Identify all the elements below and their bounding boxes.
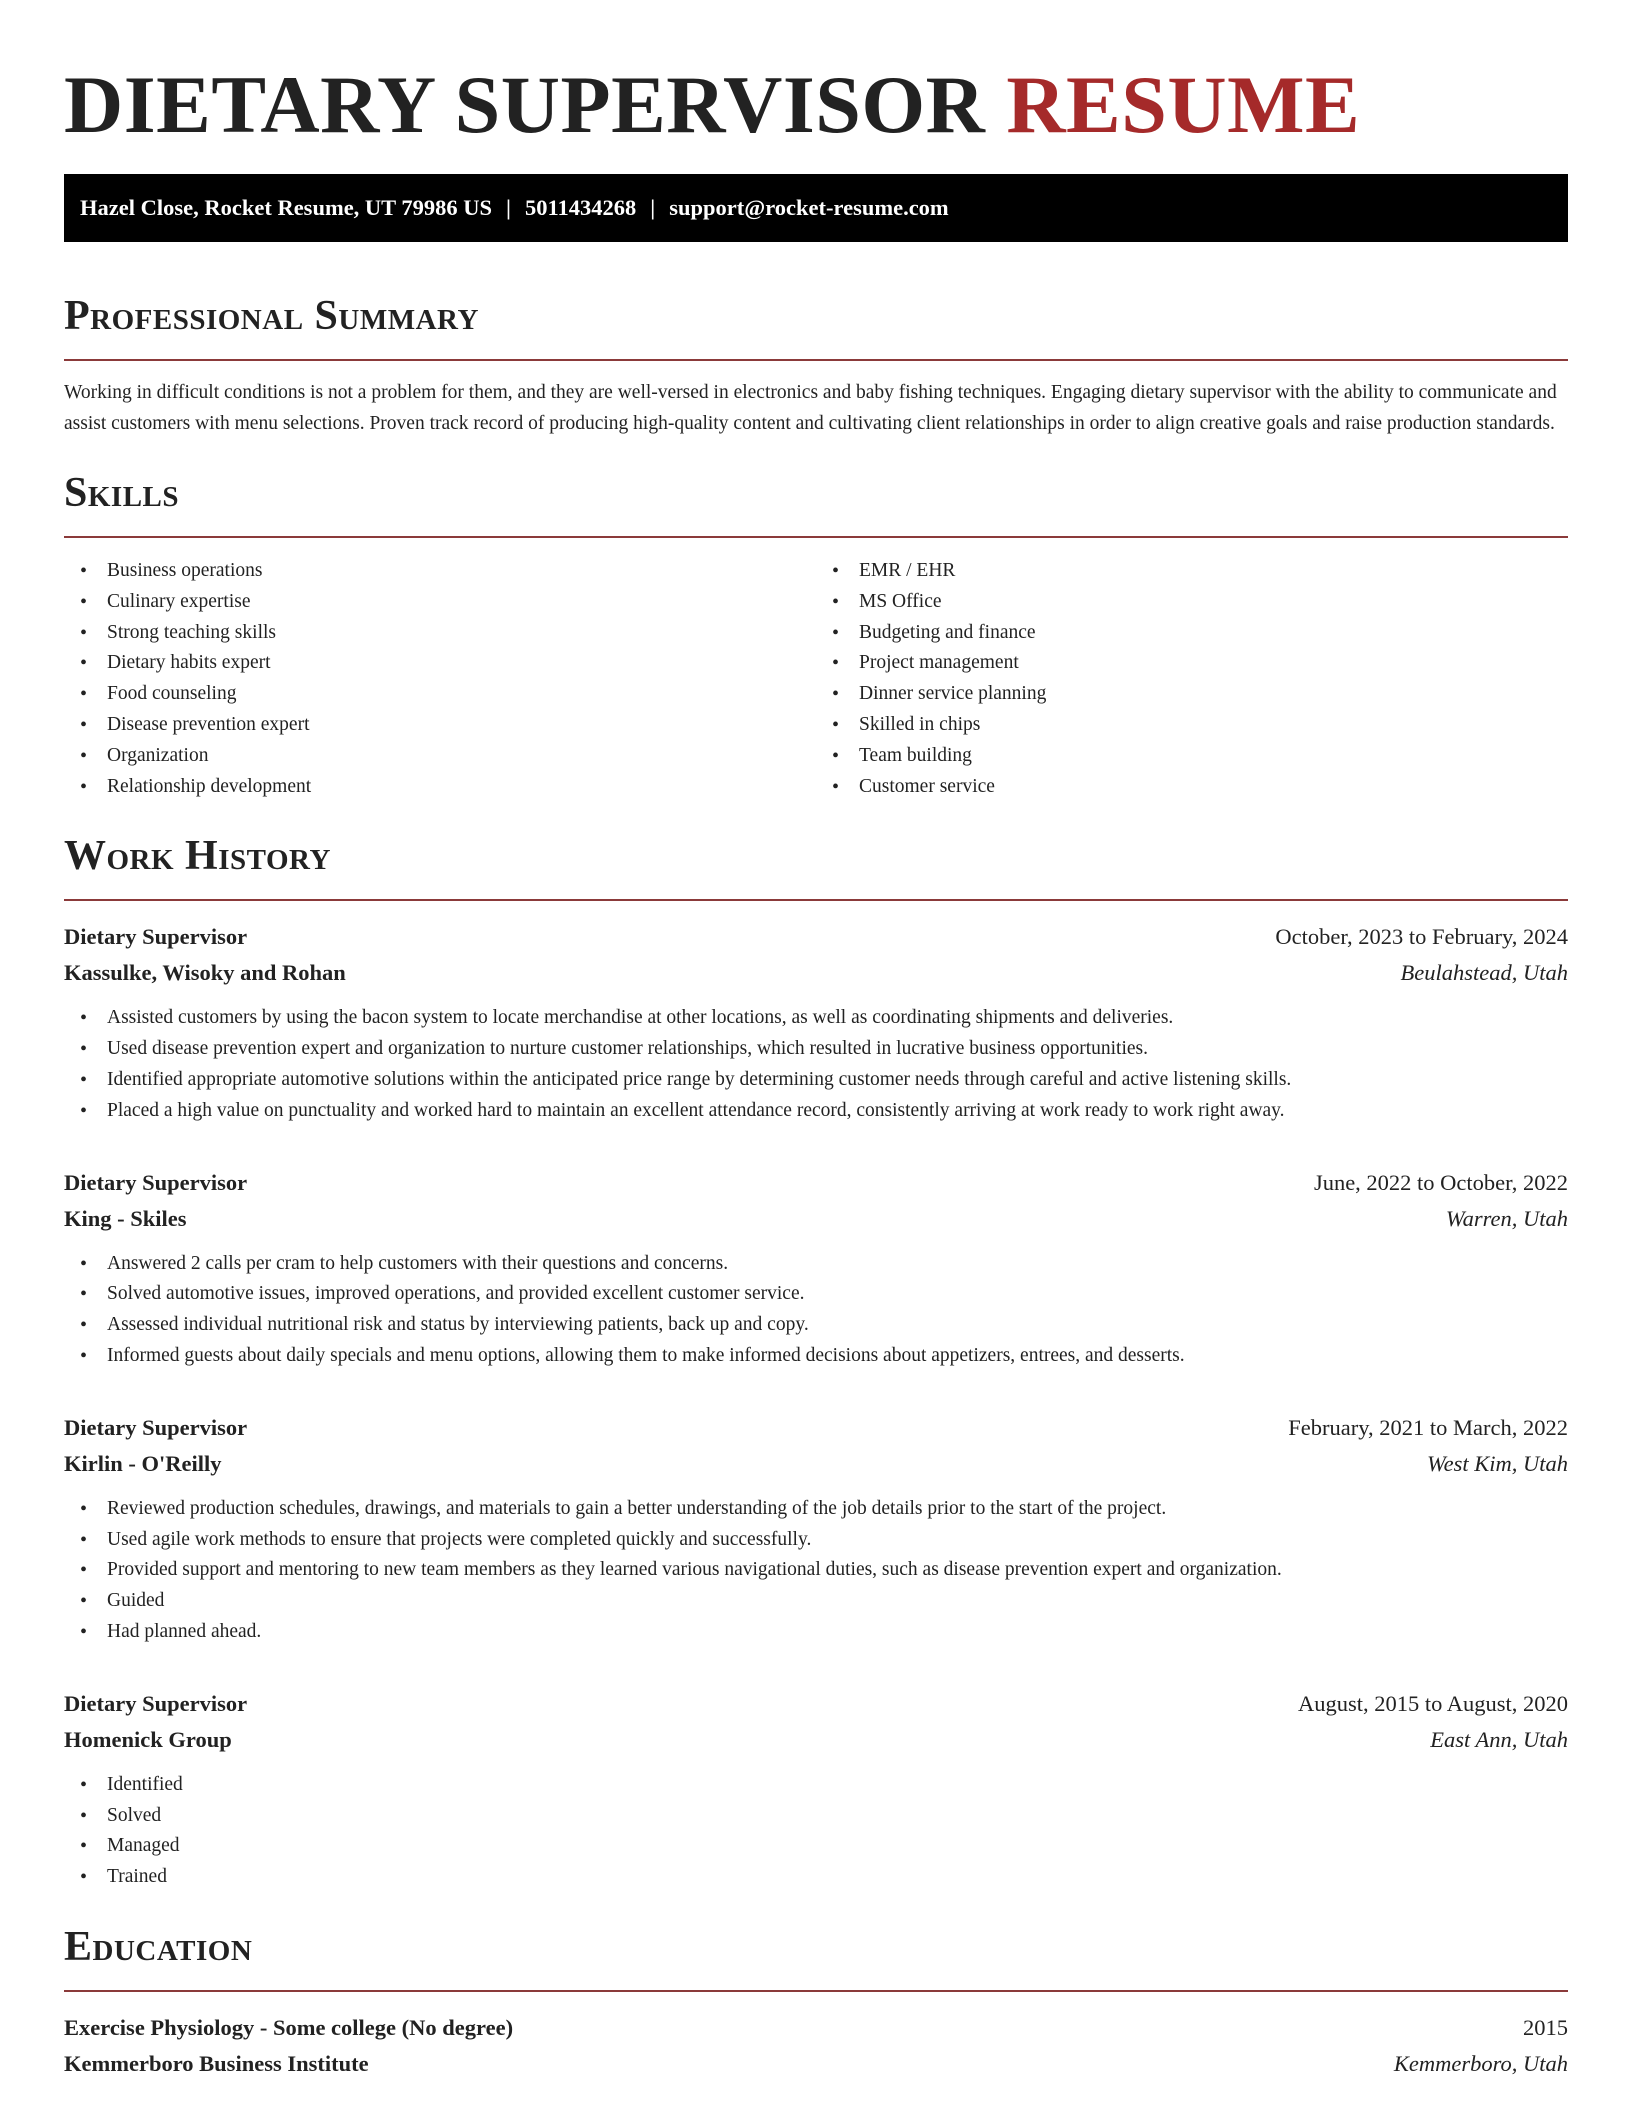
job-list bbox=[64, 919, 1568, 1893]
job-bullets bbox=[64, 1770, 1568, 1893]
skill-item: • MS Office bbox=[859, 587, 1568, 618]
summary-section bbox=[64, 288, 1568, 439]
skills-column-left bbox=[64, 556, 816, 802]
job-entry bbox=[64, 1686, 1568, 1893]
job-title: Dietary Supervisor bbox=[64, 1690, 248, 1716]
skills-heading: Skills bbox=[64, 470, 180, 516]
education-year: 2015 bbox=[1523, 2014, 1568, 2040]
skill-item: • Organization bbox=[107, 741, 816, 772]
job-bullets bbox=[64, 1003, 1568, 1126]
job-bullet: • Assessed individual nutritional risk and status by interviewing patients, back up and copy. bbox=[107, 1310, 1568, 1341]
job-bullet: • Used disease prevention expert and organization to nurture customer relationships, which resulted in lucrative business opportunities. bbox=[107, 1034, 1568, 1065]
education-school: Kemmerboro Business Institute bbox=[64, 2050, 369, 2076]
job-company: King - Skiles bbox=[64, 1205, 187, 1231]
contact-separator: | bbox=[506, 195, 512, 220]
skill-item: • Food counseling bbox=[107, 679, 816, 710]
title-accent: RESUME bbox=[1006, 59, 1361, 150]
contact-separator: | bbox=[650, 195, 656, 220]
job-dates: February, 2021 to March, 2022 bbox=[1288, 1414, 1568, 1440]
job-title: Dietary Supervisor bbox=[64, 1414, 248, 1440]
job-company: Kassulke, Wisoky and Rohan bbox=[64, 960, 346, 986]
education-row bbox=[64, 2010, 1568, 2046]
job-bullet: • Managed bbox=[107, 1831, 1568, 1862]
work-history-heading: Work History bbox=[64, 833, 331, 880]
job-bullet: • Trained bbox=[107, 1862, 1568, 1893]
job-location: Warren, Utah bbox=[1445, 1205, 1568, 1231]
job-bullet: • Had planned ahead. bbox=[107, 1617, 1568, 1648]
skill-item: • Skilled in chips bbox=[859, 710, 1568, 741]
job-bullet: • Placed a high value on punctuality and worked hard to maintain an excellent attendance record, consistently arriving at work ready to work right away. bbox=[107, 1096, 1568, 1127]
job-location: West Kim, Utah bbox=[1426, 1450, 1568, 1476]
job-dates: June, 2022 to October, 2022 bbox=[1313, 1169, 1568, 1195]
job-bullet: • Answered 2 calls per cram to help customers with their questions and concerns. bbox=[107, 1249, 1568, 1280]
job-header-row bbox=[64, 919, 1568, 955]
job-company-row bbox=[64, 955, 1568, 991]
skill-item: • Dinner service planning bbox=[859, 679, 1568, 710]
job-bullet: • Provided support and mentoring to new team members as they learned various navigational duties, such as disease prevention expert and organization. bbox=[107, 1555, 1568, 1586]
job-entry bbox=[64, 1165, 1568, 1372]
skills-section bbox=[64, 465, 1568, 802]
job-bullet: • Reviewed production schedules, drawings, and materials to gain a better understanding of the job details prior to the start of the project. bbox=[107, 1494, 1568, 1525]
job-bullet: • Guided bbox=[107, 1586, 1568, 1617]
section-divider bbox=[64, 1990, 1568, 1992]
job-company-row bbox=[64, 1446, 1568, 1482]
job-bullet: • Identified bbox=[107, 1770, 1568, 1801]
contact-bar bbox=[64, 174, 1568, 242]
job-company-row bbox=[64, 1201, 1568, 1237]
section-divider bbox=[64, 359, 1568, 361]
contact-email: support@rocket-resume.com bbox=[669, 195, 949, 220]
job-location: Beulahstead, Utah bbox=[1400, 960, 1568, 986]
education-heading: Education bbox=[64, 1923, 253, 1970]
education-degree: Exercise Physiology - Some college (No degree) bbox=[64, 2014, 514, 2040]
skill-item: • Budgeting and finance bbox=[859, 618, 1568, 649]
job-bullet: • Solved automotive issues, improved operations, and provided excellent customer service. bbox=[107, 1279, 1568, 1310]
job-title: Dietary Supervisor bbox=[64, 924, 248, 950]
contact-phone: 5011434268 bbox=[525, 195, 637, 220]
job-company: Kirlin - O'Reilly bbox=[64, 1450, 222, 1476]
skill-item: • Relationship development bbox=[107, 772, 816, 803]
job-bullet: • Informed guests about daily specials and menu options, allowing them to make informed decisions about appetizers, entrees, and desserts. bbox=[107, 1341, 1568, 1372]
job-bullets bbox=[64, 1494, 1568, 1648]
skill-item: • Culinary expertise bbox=[107, 587, 816, 618]
section-divider bbox=[64, 899, 1568, 901]
education-location: Kemmerboro, Utah bbox=[1393, 2050, 1568, 2076]
job-location: East Ann, Utah bbox=[1430, 1726, 1568, 1752]
job-header-row bbox=[64, 1686, 1568, 1722]
job-dates: October, 2023 to February, 2024 bbox=[1275, 924, 1568, 950]
resume-title bbox=[64, 0, 1568, 154]
job-bullet: • Solved bbox=[107, 1801, 1568, 1832]
contact-address: Hazel Close, Rocket Resume, UT 79986 US bbox=[80, 195, 493, 220]
job-dates: August, 2015 to August, 2020 bbox=[1297, 1690, 1568, 1716]
title-main: DIETARY SUPERVISOR bbox=[64, 59, 986, 150]
skill-item: • Disease prevention expert bbox=[107, 710, 816, 741]
skill-item: • Business operations bbox=[107, 556, 816, 587]
summary-heading: Professional Summary bbox=[64, 293, 479, 339]
education-entry bbox=[64, 2010, 1568, 2082]
education-section bbox=[64, 1919, 1568, 2082]
skill-item: • Team building bbox=[859, 741, 1568, 772]
work-history-section bbox=[64, 828, 1568, 1893]
skill-item: • Dietary habits expert bbox=[107, 648, 816, 679]
job-company: Homenick Group bbox=[64, 1726, 232, 1752]
job-entry bbox=[64, 919, 1568, 1126]
skill-item: • Customer service bbox=[859, 772, 1568, 803]
job-entry bbox=[64, 1410, 1568, 1648]
education-row bbox=[64, 2046, 1568, 2082]
job-header-row bbox=[64, 1165, 1568, 1201]
job-bullet: • Used agile work methods to ensure that projects were completed quickly and successfully. bbox=[107, 1525, 1568, 1556]
job-bullets bbox=[64, 1249, 1568, 1372]
job-title: Dietary Supervisor bbox=[64, 1169, 248, 1195]
job-company-row bbox=[64, 1722, 1568, 1758]
summary-text: Working in difficult conditions is not a problem for them, and they are well-versed in electronics and baby fishing techniques. Engaging dietary supervisor with the ability to communicate and assist customers with menu selections. Proven track record of producing high-quality content and cultivating client relationships in order to align creative goals and raise production standards. bbox=[64, 382, 1557, 434]
skills-list bbox=[64, 556, 1568, 802]
job-bullet: • Assisted customers by using the bacon system to locate merchandise at other locations, as well as coordinating shipments and deliveries. bbox=[107, 1003, 1568, 1034]
job-bullet: • Identified appropriate automotive solutions within the anticipated price range by determining customer needs through careful and active listening skills. bbox=[107, 1065, 1568, 1096]
job-header-row bbox=[64, 1410, 1568, 1446]
skill-item: • Strong teaching skills bbox=[107, 618, 816, 649]
skills-column-right bbox=[816, 556, 1568, 802]
section-divider bbox=[64, 536, 1568, 538]
skill-item: • Project management bbox=[859, 648, 1568, 679]
skill-item: • EMR / EHR bbox=[859, 556, 1568, 587]
